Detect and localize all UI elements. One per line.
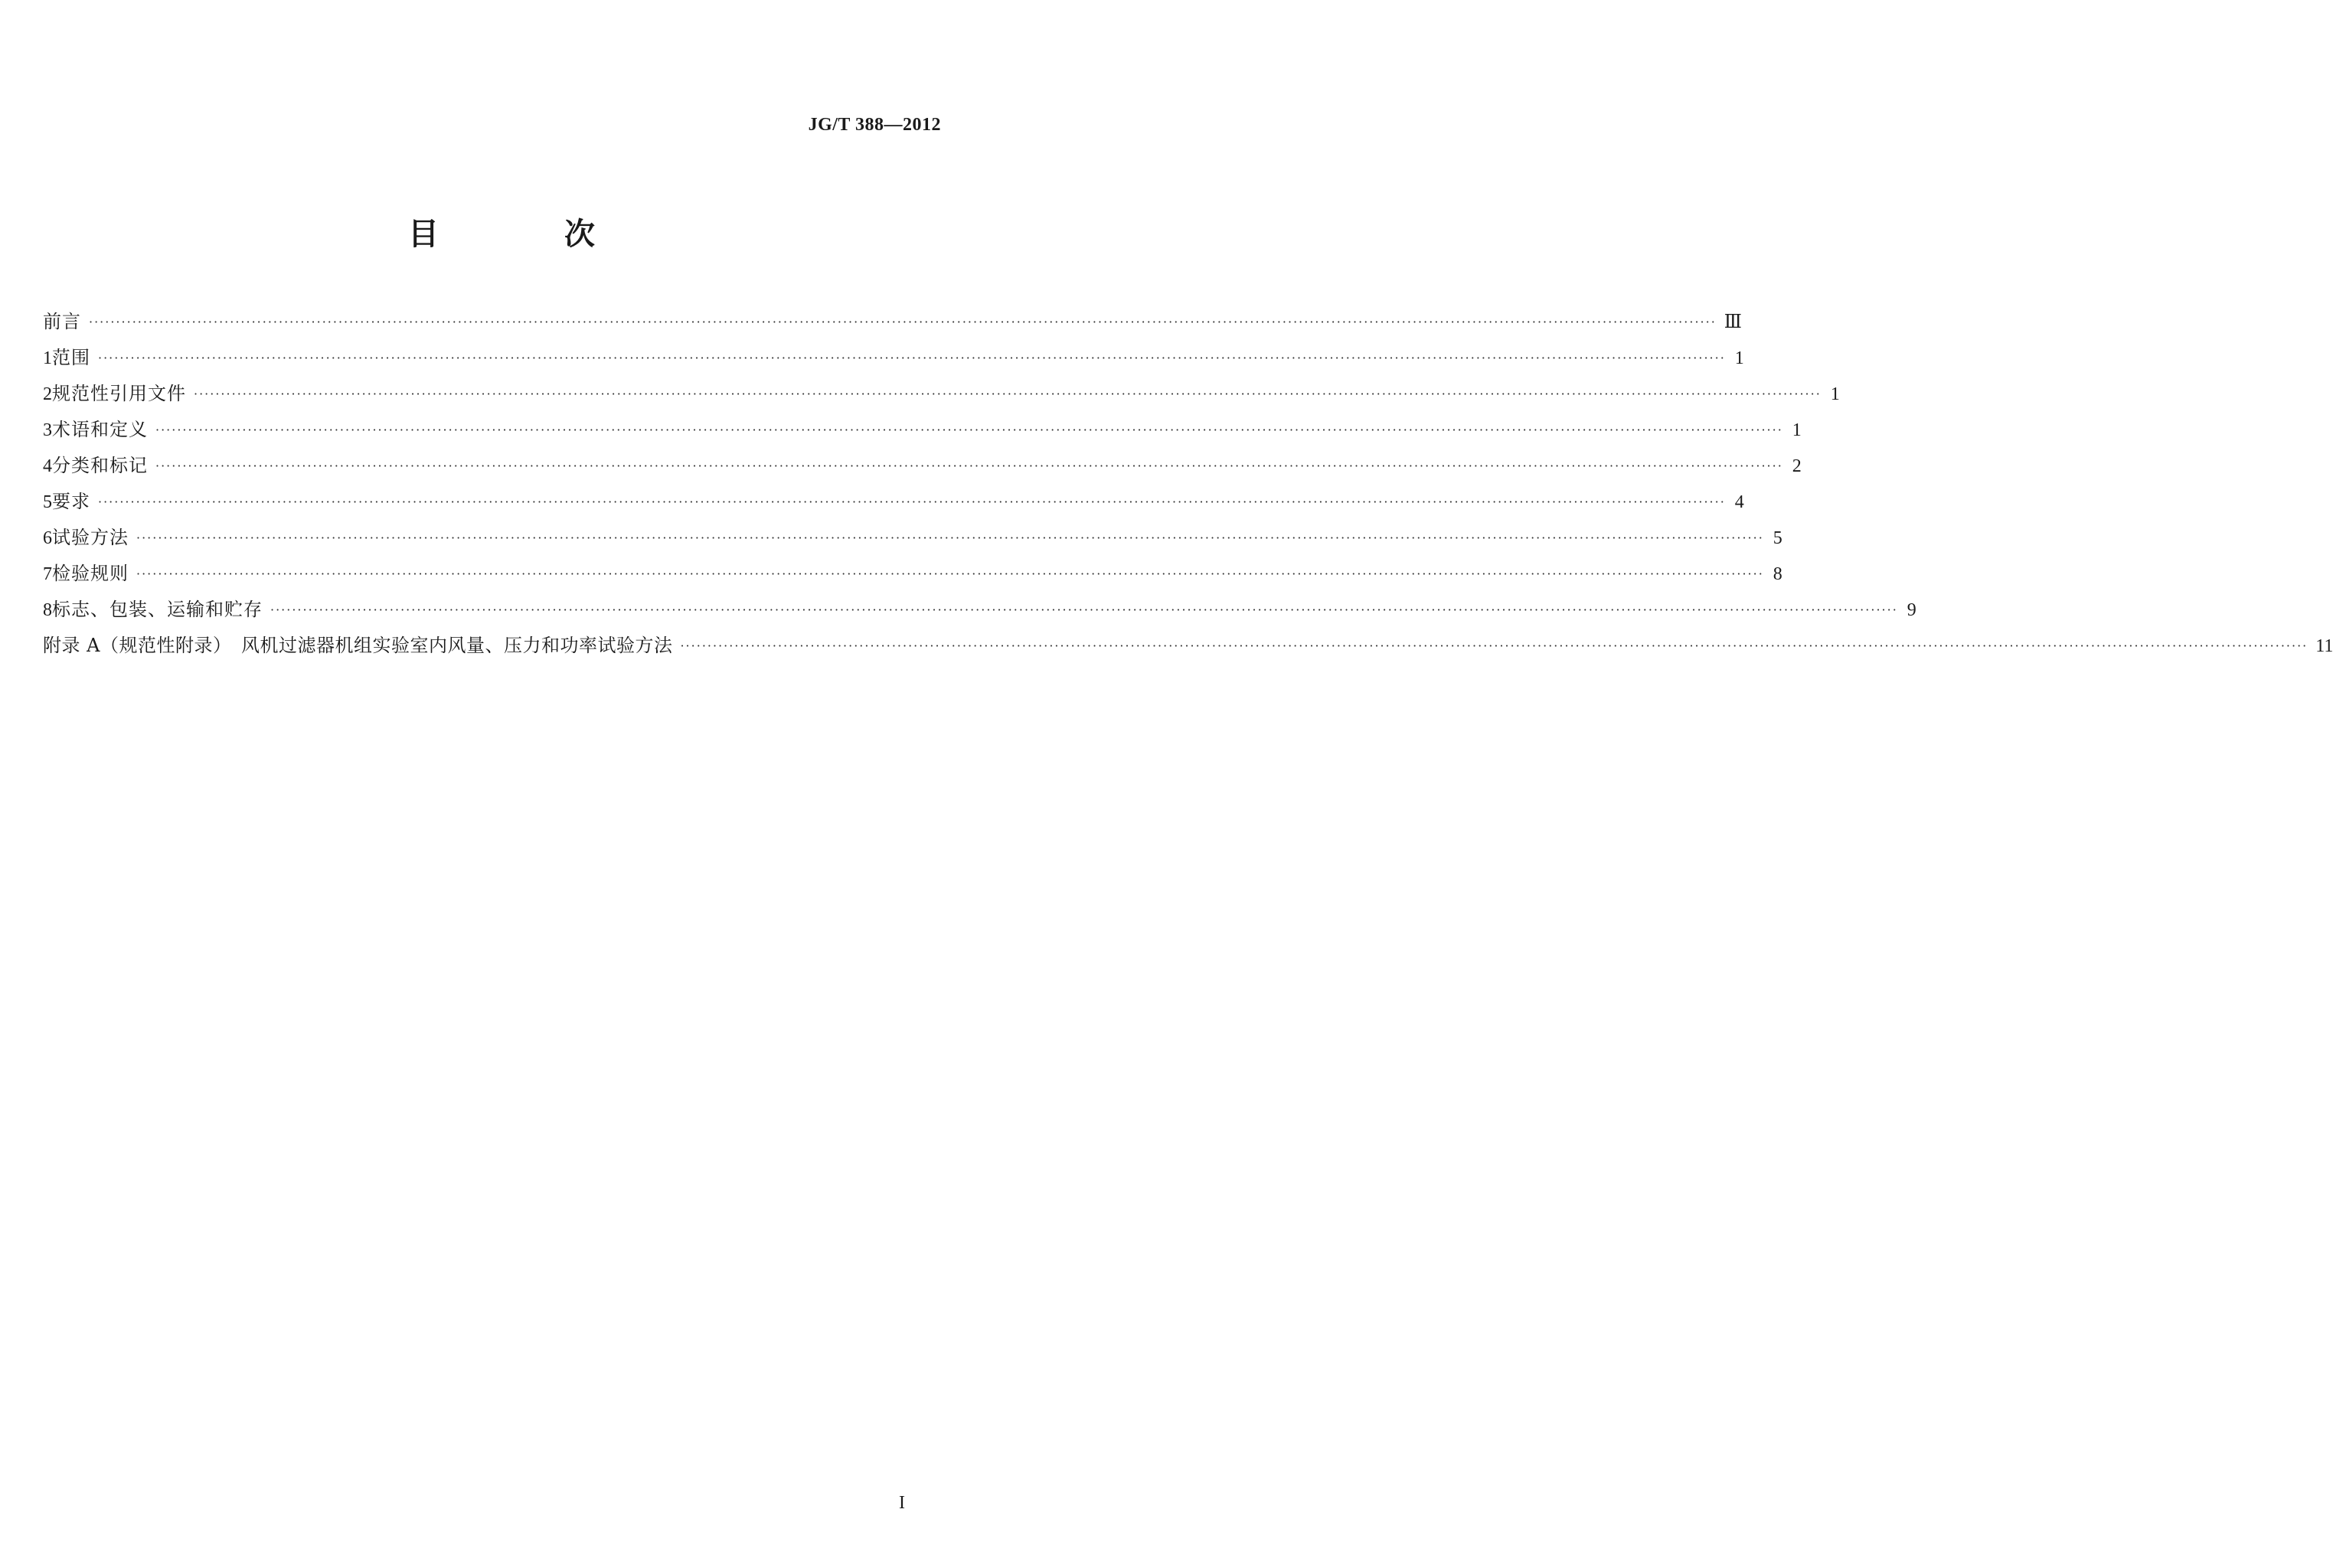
toc-entry-number: 1 — [43, 348, 52, 368]
standard-code: JG/T 388—2012 — [808, 115, 941, 135]
toc-entry-number: 2 — [43, 384, 52, 404]
page-number: I — [899, 1493, 905, 1513]
toc-entry-label: 要求 — [52, 491, 90, 512]
toc-leader-dots: ············································································································································································································································································································ — [98, 351, 1726, 365]
toc-entry-number: 4 — [43, 456, 52, 476]
toc-entry-label: 范围 — [52, 347, 90, 368]
toc-entry-page: 1 — [1830, 384, 1840, 404]
toc-entry-foreword[interactable] — [43, 306, 1742, 342]
toc-entry-requirements[interactable] — [43, 486, 1744, 522]
toc-leader-dots: ············································································································································································································································································································ — [155, 423, 1783, 437]
toc-entry-annex-a[interactable] — [43, 630, 2333, 666]
toc-entry-page: 11 — [2315, 636, 2333, 656]
toc-entry-label: 规范性引用文件 — [52, 383, 186, 404]
toc-leader-dots: ············································································································································································································································································································ — [136, 567, 1764, 581]
toc-entry-classification[interactable] — [43, 450, 1802, 486]
toc-leader-dots: ············································································································································································································································································································ — [194, 387, 1822, 401]
toc-entry-page: 1 — [1734, 348, 1744, 368]
toc-entry-page: 1 — [1792, 420, 1802, 440]
toc-entry-page: 9 — [1907, 600, 1916, 620]
toc-entry-label: 术语和定义 — [52, 419, 148, 440]
toc-leader-dots: ············································································································································································································································································································ — [155, 459, 1783, 473]
toc-entry-number: 6 — [43, 528, 52, 548]
toc-entry-page: Ⅲ — [1724, 312, 1742, 332]
toc-entry-label: 标志、包装、运输和贮存 — [52, 599, 263, 620]
toc-leader-dots: ············································································································································································································································································································ — [89, 315, 1717, 329]
toc-entry-number: 7 — [43, 564, 52, 584]
toc-entry-scope[interactable] — [43, 342, 1744, 378]
toc-entry-number: 3 — [43, 420, 52, 440]
toc-entry-page: 4 — [1734, 492, 1744, 512]
toc-entry-inspection-rules[interactable] — [43, 558, 1782, 594]
table-of-contents — [43, 306, 2333, 666]
toc-leader-dots: ············································································································································································································································································································ — [680, 639, 2308, 653]
toc-entry-label: 检验规则 — [52, 563, 129, 584]
toc-entry-marking-packaging[interactable] — [43, 594, 1916, 630]
toc-entry-normative-references[interactable] — [43, 378, 1840, 414]
toc-entry-page: 2 — [1792, 456, 1802, 476]
toc-entry-page: 8 — [1773, 564, 1782, 584]
toc-leader-dots: ············································································································································································································································································································ — [98, 495, 1726, 509]
toc-entry-label: 附录 A（规范性附录） 风机过滤器机组实验室内风量、压力和功率试验方法 — [43, 635, 673, 656]
toc-entry-label: 试验方法 — [52, 527, 129, 548]
toc-entry-number: 5 — [43, 492, 52, 512]
toc-entry-page: 5 — [1773, 528, 1782, 548]
toc-entry-label: 分类和标记 — [52, 455, 148, 476]
toc-leader-dots: ············································································································································································································································································································ — [136, 531, 1764, 545]
toc-entry-test-methods[interactable] — [43, 522, 1782, 558]
toc-entry-terms-definitions[interactable] — [43, 414, 1802, 450]
toc-entry-number: 8 — [43, 600, 52, 620]
toc-entry-label: 前言 — [43, 311, 81, 332]
page-title: 目 次 — [408, 217, 642, 252]
toc-leader-dots: ············································································································································································································································································································ — [270, 603, 1898, 617]
